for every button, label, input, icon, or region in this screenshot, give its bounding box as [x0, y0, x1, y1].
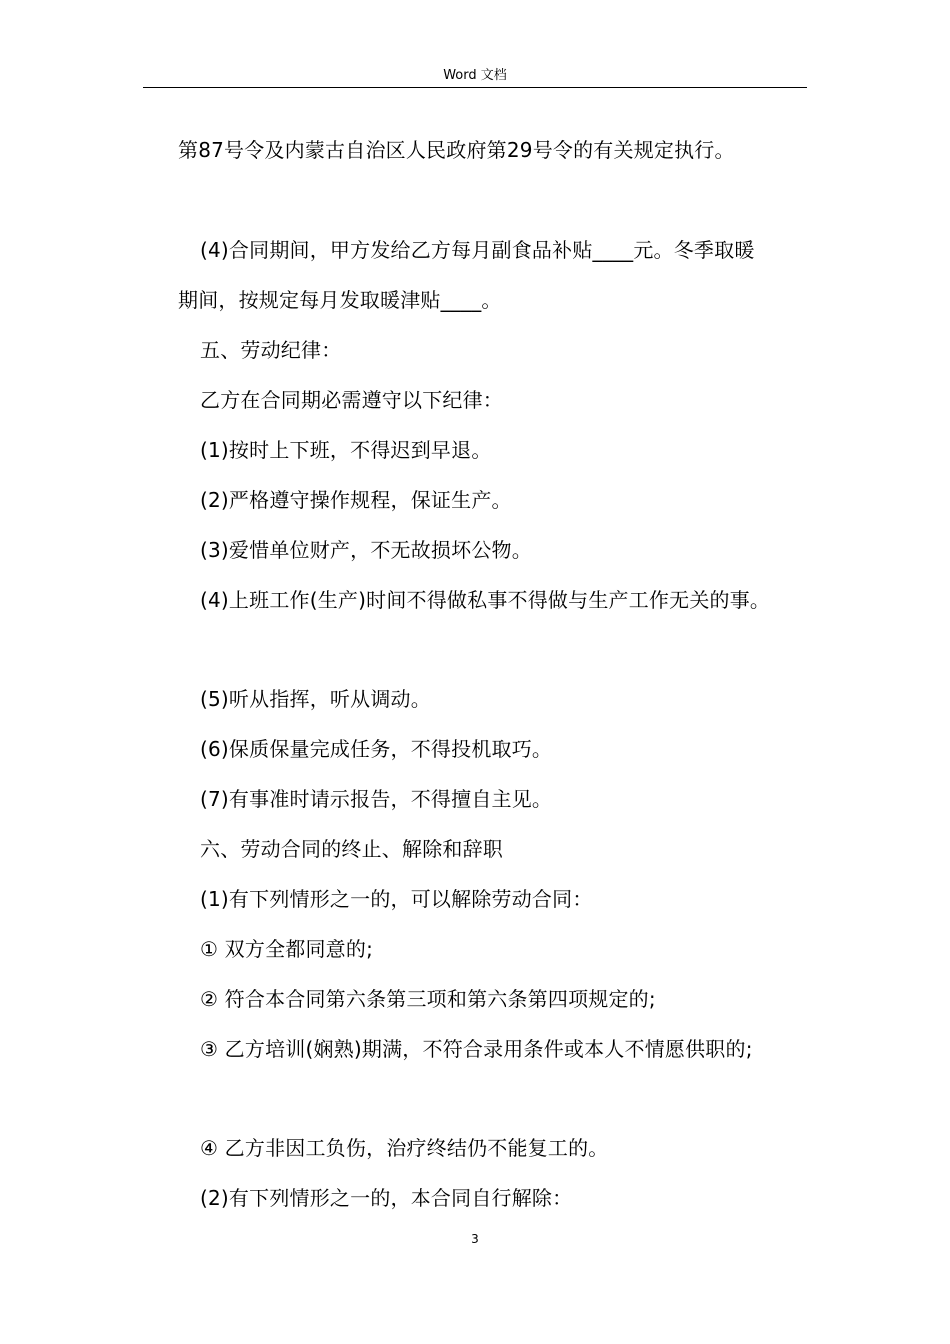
list-item: (7)有事准时请示报告，不得擅自主见。: [200, 787, 553, 811]
list-item: (6)保质保量完成任务，不得投机取巧。: [200, 737, 553, 761]
header-title: Word 文档: [443, 68, 507, 83]
list-item: (4)上班工作(生产)时间不得做私事不得做与生产工作无关的事。: [200, 588, 771, 612]
list-item: (3)爱惜单位财产，不无故损坏公物。: [200, 538, 532, 562]
section-heading: 五、劳动纪律：: [200, 338, 342, 362]
list-item: ② 符合本合同第六条第三项和第六条第四项规定的;: [200, 987, 656, 1011]
header-divider: [143, 87, 807, 88]
list-item: ① 双方全都同意的;: [200, 937, 374, 961]
section-heading: 六、劳动合同的终止、解除和辞职: [200, 837, 503, 861]
list-item: (2)严格遵守操作规程，保证生产。: [200, 488, 512, 512]
list-item: (1)有下列情形之一的，可以解除劳动合同：: [200, 887, 593, 911]
page-number: 3: [471, 1232, 479, 1246]
paragraph-line: 期间，按规定每月发取暖津贴____。: [178, 288, 502, 312]
list-item: (2)有下列情形之一的，本合同自行解除：: [200, 1186, 573, 1210]
list-item: (5)听从指挥，听从调动。: [200, 687, 431, 711]
list-item: (1)按时上下班，不得迟到早退。: [200, 438, 492, 462]
list-item: ④ 乙方非因工负伤，治疗终结仍不能复工的。: [200, 1136, 609, 1160]
paragraph-line: (4)合同期间，甲方发给乙方每月副食品补贴____元。冬季取暖: [200, 238, 755, 262]
paragraph-line: 第87号令及内蒙古自治区人民政府第29号令的有关规定执行。: [178, 138, 735, 162]
paragraph-line: 乙方在合同期必需遵守以下纪律：: [200, 388, 503, 412]
list-item: ③ 乙方培训(娴熟)期满，不符合录用条件或本人不情愿供职的;: [200, 1037, 753, 1061]
